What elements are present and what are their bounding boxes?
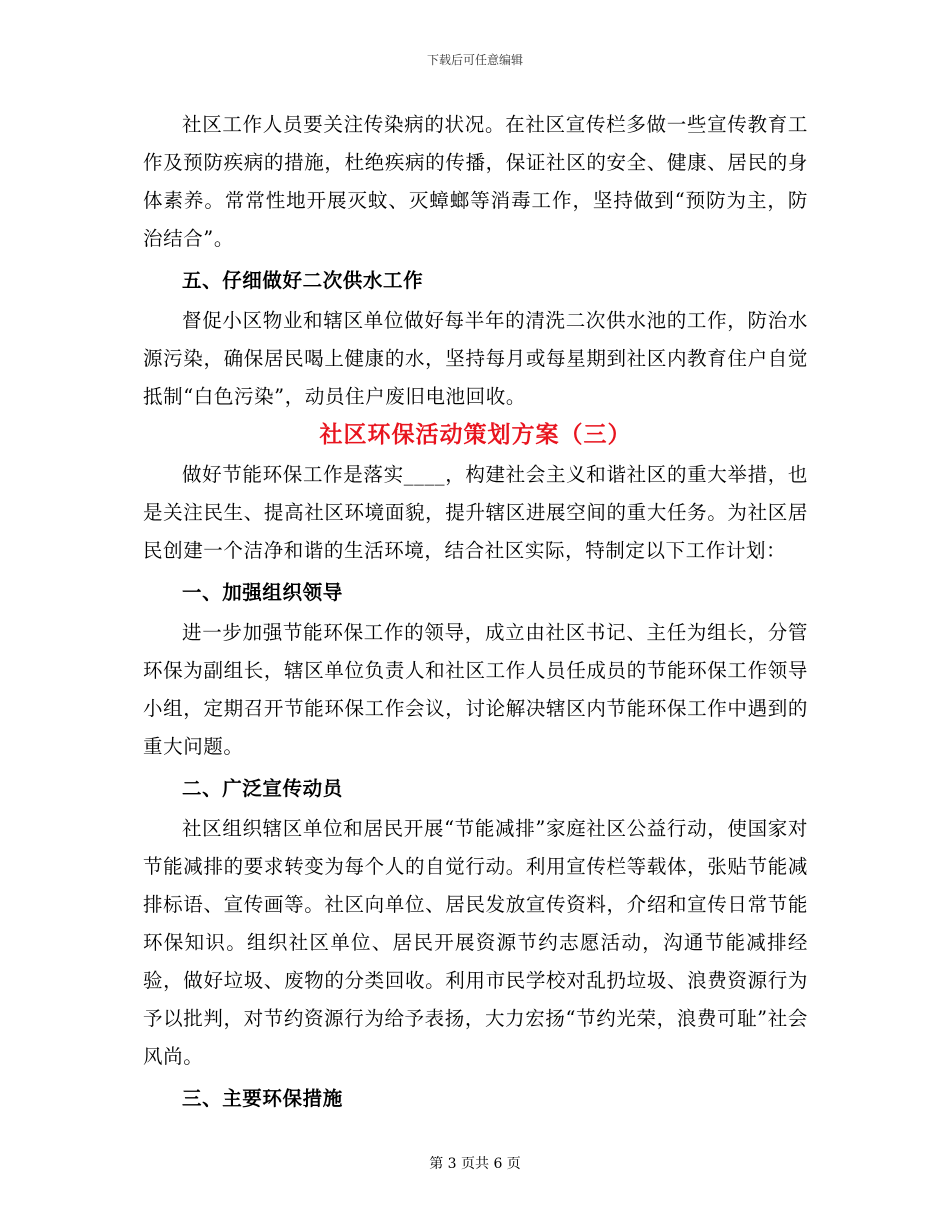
section-heading-leadership: 一、加强组织领导 [182,581,343,604]
paragraph-introduction: 做好节能环保工作是落实____，构建社会主义和谐社区的重大举措，也是关注民生、提高社区环境面貌，提升辖区进展空间的重大任务。为社区居民创建一个洁净和谐的生活环境，结合社区实际，特制定以下工作计划： [143,463,808,562]
paragraph-water-supply: 督促小区物业和辖区单位做好每半年的清洗二次供水池的工作，防治水源污染，确保居民喝上健康的水，坚持每月或每星期到社区内教育住户自觉抵制“白色污染”，动员住户废旧电池回收。 [143,309,808,408]
paragraph-disease-prevention: 社区工作人员要关注传染病的状况。在社区宣传栏多做一些宣传教育工作及预防疾病的措施，杜绝疾病的传播，保证社区的安全、健康、居民的身体素养。常常性地开展灭蚊、灭蟑螂等消毒工作，坚持做到“预防为主，防治结合”。 [143,113,808,250]
page-footer: 第 3 页共 6 页 [429,1156,521,1172]
section-heading-publicity: 二、广泛宣传动员 [182,777,343,800]
paragraph-publicity: 社区组织辖区单位和居民开展“节能减排”家庭社区公益行动，使国家对节能减排的要求转变为每个人的自觉行动。利用宣传栏等载体，张贴节能减排标语、宣传画等。社区向单位、居民发放宣传资料，介绍和宣传日常节能环保知识。组织社区单位、居民开展资源节约志愿活动，沟通节能减排经验，做好垃圾、废物的分类回收。利用市民学校对乱扔垃圾、浪费资源行为予以批判，对节约资源行为给予表扬，大力宏扬“节约光荣，浪费可耻”社会风尚。 [143,817,808,1068]
document-body [143,106,808,1120]
document-title: 社区环保活动策划方案（三） [319,422,632,448]
paragraph-leadership: 进一步加强节能环保工作的领导，成立由社区书记、主任为组长，分管环保为副组长，辖区单位负责人和社区工作人员任成员的节能环保工作领导小组，定期召开节能环保工作会议，讨论解决辖区内节能环保工作中遇到的重大问题。 [143,621,808,758]
section-heading-measures: 三、主要环保措施 [182,1087,343,1110]
page-header: 下载后可任意编辑 [426,53,523,67]
section-heading-water-supply: 五、仔细做好二次供水工作 [182,269,424,292]
